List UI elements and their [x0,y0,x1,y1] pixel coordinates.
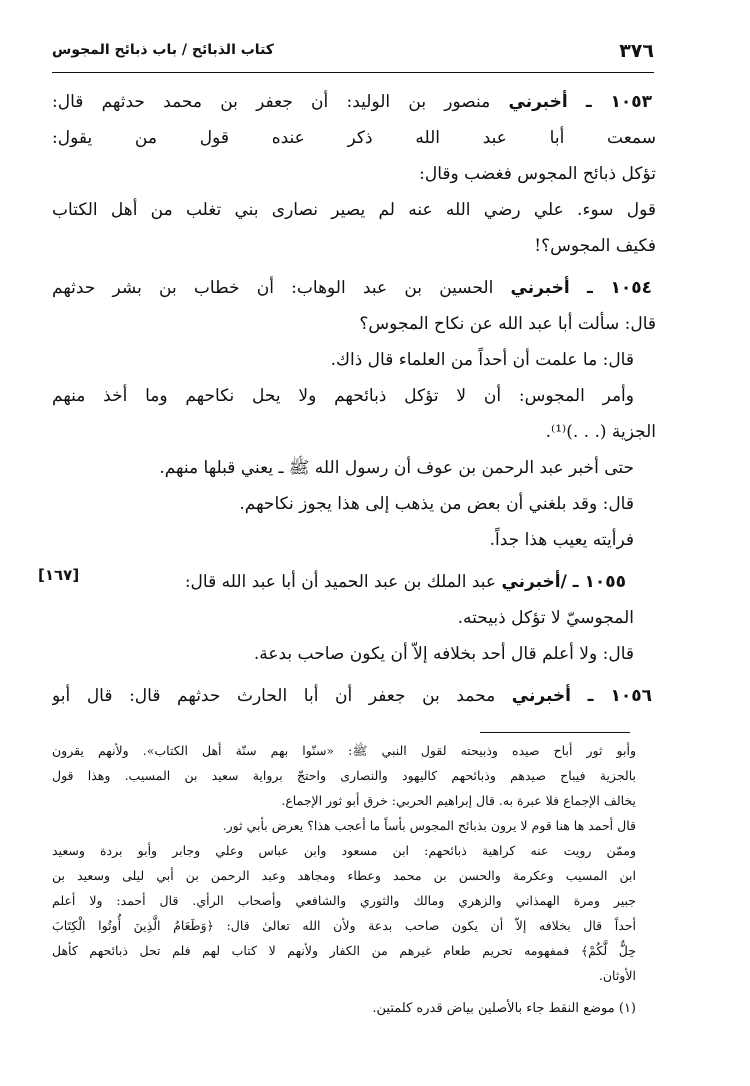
hadith-entry-1054 [52,270,656,558]
text-line [52,270,656,306]
footnote-line: وأبو ثور أباح صيده وذبيحته لقول النبي ﷺ: «سنّوا بهم سنّة أهل الكتاب». ولأنهم يقرون [52,743,636,758]
text-line-content: الحسين بن عبد الوهاب: أن خطاب بن بشر حدثهم [52,278,494,298]
footnotes [52,738,636,1022]
text-line [52,84,656,120]
footnote-1: (١) موضع النقط جاء بالأصلين بياض قدره كلمتين. [372,1001,636,1016]
footnote-line: قال أحمد ها هنا قوم لا يرون بذبائح المجوس بأساً ما أعجب هذا؟ يعرض بأبي ثور. [222,818,636,833]
footnote-line: بالجزية فيباح صيدهم وذبائحهم كاليهود والنصارى واحتجّ برواية سعيد بن المسيب. وهذا قول [52,768,636,783]
text-line: سمعت أبا عبد الله ذكر عنده قول من يقول: [52,128,656,148]
text-line: وأمر المجوس: أن لا تؤكل ذبائحهم ولا يحل نكاحهم وما أخذ منهم [52,386,634,406]
text-line-content: عبد الملك بن عبد الحميد أن أبا عبد الله قال: [184,572,497,592]
entry-number: ١٠٥٣ ـ [585,92,652,112]
entry-number: ١٠٥٦ ـ [587,686,652,706]
entry-keyword: أخبرني [511,686,571,706]
running-header [52,40,654,68]
hadith-entry-1056 [52,678,656,714]
entry-keyword: أخبرني [510,278,570,298]
hadith-entry-1055 [52,564,656,672]
text-line: حتى أخبر عبد الرحمن بن عوف أن رسول الله ﷺ ـ يعني قبلها منهم. [159,458,634,478]
text-line-content: منصور بن الوليد: أن جعفر بن محمد حدثهم قال: [52,92,491,112]
text-line: قال: وقد بلغني أن بعض من يذهب إلى هذا يجوز نكاحهم. [239,494,634,514]
hadith-entry-1053 [52,84,656,264]
margin-page-reference: [١٦٧] [38,566,80,584]
entry-number: ١٠٥٤ ـ [586,278,653,298]
footnote-line: أحداً قال بخلافه إلاّ أن يكون صاحب بدعة ولأن الله تعالىٰ قال: ﴿وَطَعَامُ الَّذِينَ أُوتُوا الْكِتَابَ [52,918,636,933]
entry-keyword: أخبرني [508,92,568,112]
entry-keyword: أخبرني [501,572,561,592]
page-number: ٣٧٦ [619,40,654,62]
entry-number: ١٠٥٥ ـ / [560,572,626,592]
running-title: كتاب الذبائح / باب ذبائح المجوس [52,42,274,58]
text-line: قال: سألت أبا عبد الله عن نكاح المجوس؟ [359,314,656,334]
text-line: المجوسيّ لا تؤكل ذبيحته. [457,608,634,628]
footnote-line: وممّن رويت عنه كراهية ذبائحهم: ابن مسعود وابن عباس وعلي وجابر وأبو بردة وسعيد [52,843,636,858]
text-line: فرأيته يعيب هذا جداً. [489,530,634,550]
text-line [52,564,656,600]
text-line [52,678,656,714]
text-line: الجزية (. . .)⁽¹⁾. [545,422,656,442]
text-line: قال: ولا أعلم قال أحد بخلافه إلاّ أن يكون صاحب بدعة. [253,644,634,664]
footnote-line: يخالف الإجماع فلا عبرة به. قال إبراهيم الحربي: خرق أبو ثور الإجماع. [281,793,636,808]
text-line: قول سوء. علي رضي الله عنه لم يصير نصارى بني تغلب من أهل الكتاب [52,200,656,220]
text-line-content: محمد بن جعفر أن أبا الحارث حدثهم قال: قال أبو [52,686,496,706]
text-line: تؤكل ذبائح المجوس فغضب وقال: [419,164,656,184]
footnote-line: جبير ومرة الهمذاني والزهري ومالك والثوري والشافعي وأصحاب الرأي. قال أحمد: ولا أعلم [52,893,636,908]
main-text [52,84,656,714]
footnote-line: حِلٌّ لَّكُمْ﴾ فمفهومه تحريم طعام غيرهم من الكفار ولأنهم لا كتاب لهم فلم تحل ذبائحهم كأهل [52,943,636,958]
footnote-line: الأوثان. [598,968,636,983]
text-line: فكيف المجوس؟! [534,236,656,256]
header-divider [52,72,654,73]
footnote-divider [480,732,630,733]
footnote-line: ابن المسيب وعكرمة والحسن بن محمد وعطاء ومجاهد وعبد الرحمن بن أبي ليلى وسعيد بن [52,868,636,883]
text-line: قال: ما علمت أن أحداً من العلماء قال ذاك. [330,350,634,370]
